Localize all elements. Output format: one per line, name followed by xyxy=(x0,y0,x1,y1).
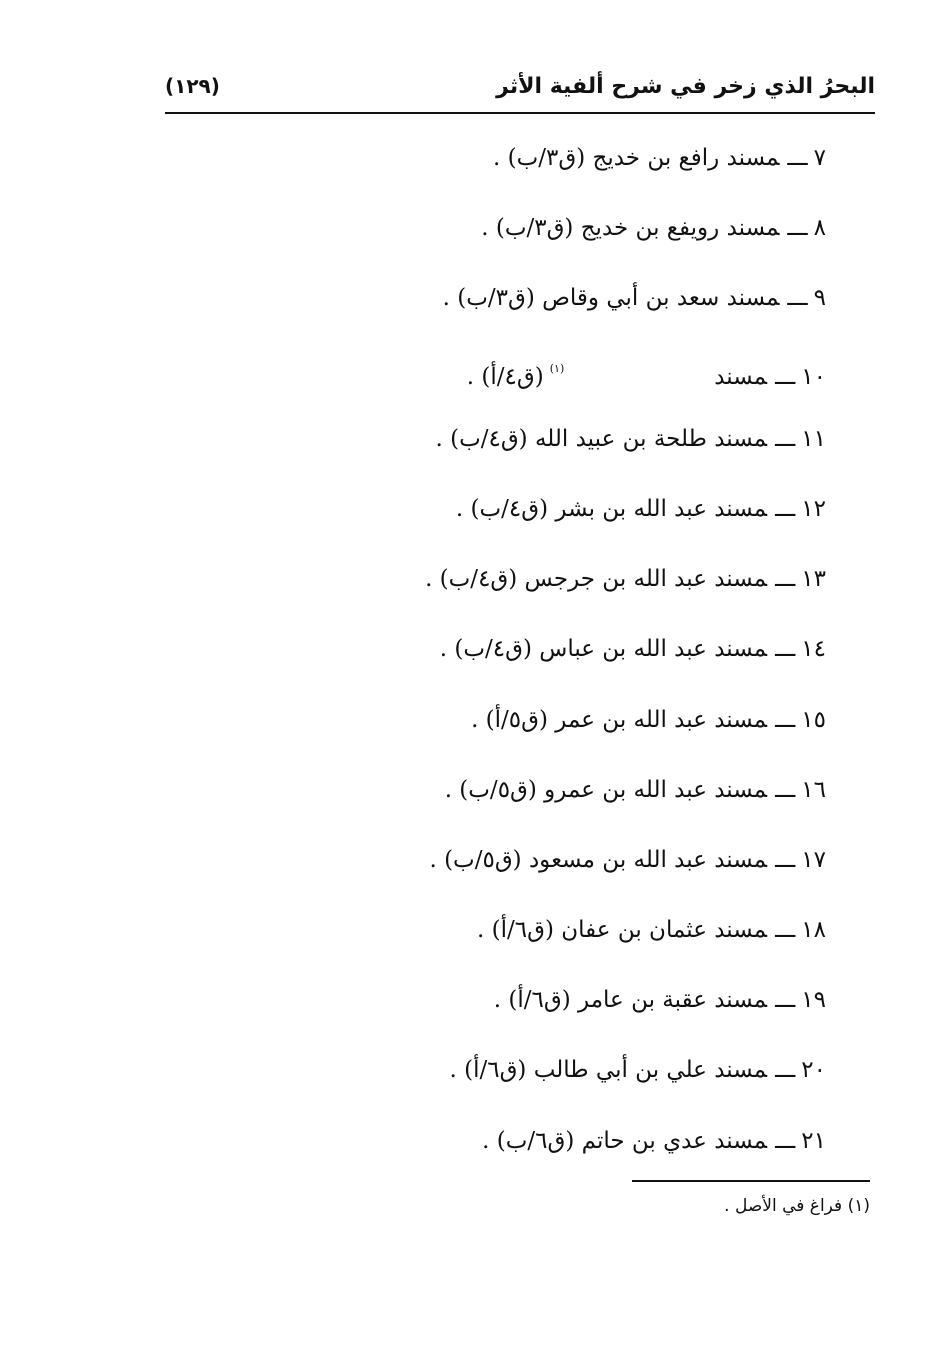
footnote-divider xyxy=(632,1180,870,1182)
item-text: مسند عبد الله بن عباس (ق٤/ب) . xyxy=(439,636,768,663)
item-tail: (ق٤/أ) . xyxy=(466,363,544,390)
list-item xyxy=(226,902,826,972)
item-text: مسند طلحة بن عبيد الله (ق٤/ب) . xyxy=(435,425,768,452)
item-number: ٨ xyxy=(813,215,826,242)
item-dash: ـــ xyxy=(787,285,808,312)
list-item xyxy=(226,1113,826,1183)
item-text: مسند عبد الله بن جرجس (ق٤/ب) . xyxy=(425,566,768,593)
item-text: مسند عبد الله بن عمر (ق٥/أ) . xyxy=(471,706,768,733)
list-item xyxy=(226,200,826,270)
item-dash: ـــ xyxy=(775,987,796,1014)
list-item xyxy=(226,1042,826,1112)
item-text: مسند عقبة بن عامر (ق٦/أ) . xyxy=(493,987,768,1014)
list-item xyxy=(226,270,826,340)
item-text: مسند رافع بن خديج (ق٣/ب) . xyxy=(492,145,780,171)
item-dash: ـــ xyxy=(787,215,808,242)
page-number: (١٢٩) xyxy=(165,74,220,98)
footnote-text: (١) فراغ في الأصل . xyxy=(724,1196,870,1216)
item-text: مسند عبد الله بن مسعود (ق٥/ب) . xyxy=(429,846,768,873)
item-dash: ـــ xyxy=(775,706,796,733)
book-title: البحرُ الذي زخر في شرح ألفية الأثر xyxy=(496,74,875,99)
item-number: ١٣ xyxy=(801,566,826,593)
item-text: مسند سعد بن أبي وقاص (ق٣/ب) . xyxy=(442,285,780,312)
item-number: ٩ xyxy=(813,285,826,312)
running-header xyxy=(165,68,875,108)
list-item xyxy=(226,481,826,551)
item-number: ١١ xyxy=(801,425,826,452)
item-dash: ـــ xyxy=(775,363,796,390)
item-number: ١٦ xyxy=(801,776,826,803)
list-item xyxy=(226,762,826,832)
item-number: ١٠ xyxy=(801,363,826,390)
item-number: ٢١ xyxy=(801,1127,826,1154)
item-text: مسند عدي بن حاتم (ق٦/ب) . xyxy=(482,1127,768,1154)
list-item xyxy=(226,130,826,200)
item-number: ١٨ xyxy=(801,917,826,944)
list-item xyxy=(226,551,826,621)
item-text: مسند xyxy=(714,363,768,390)
item-text: مسند عبد الله بن بشر (ق٤/ب) . xyxy=(455,495,768,522)
item-dash: ـــ xyxy=(775,566,796,593)
item-number: ١٩ xyxy=(801,987,826,1014)
item-dash: ـــ xyxy=(775,495,796,522)
item-text: مسند رويفع بن خديج (ق٣/ب) . xyxy=(481,215,780,242)
list-item xyxy=(226,411,826,481)
item-dash: ـــ xyxy=(775,425,796,452)
list-item xyxy=(226,341,826,411)
item-number: ١٧ xyxy=(801,846,826,873)
item-dash: ـــ xyxy=(775,846,796,873)
list-item xyxy=(226,972,826,1042)
item-text: مسند علي بن أبي طالب (ق٦/أ) . xyxy=(449,1057,768,1084)
header-divider xyxy=(165,112,875,114)
item-number: ٢٠ xyxy=(801,1057,826,1084)
item-text: مسند عثمان بن عفان (ق٦/أ) . xyxy=(477,917,768,944)
item-number: ١٥ xyxy=(801,706,826,733)
footnote-reference: (١) xyxy=(549,361,565,375)
item-number: ١٤ xyxy=(801,636,826,663)
item-dash: ـــ xyxy=(775,636,796,663)
musnad-list xyxy=(226,130,826,1183)
item-dash: ـــ xyxy=(775,917,796,944)
list-item xyxy=(226,621,826,691)
list-item xyxy=(226,692,826,762)
item-dash: ـــ xyxy=(775,776,796,803)
item-dash: ـــ xyxy=(775,1057,796,1084)
item-number: ١٢ xyxy=(801,495,826,522)
list-item xyxy=(226,832,826,902)
item-dash: ـــ xyxy=(775,1127,796,1154)
item-text: مسند عبد الله بن عمرو (ق٥/ب) . xyxy=(444,776,768,803)
item-number: ٧ xyxy=(813,145,826,171)
item-dash: ـــ xyxy=(787,145,808,171)
